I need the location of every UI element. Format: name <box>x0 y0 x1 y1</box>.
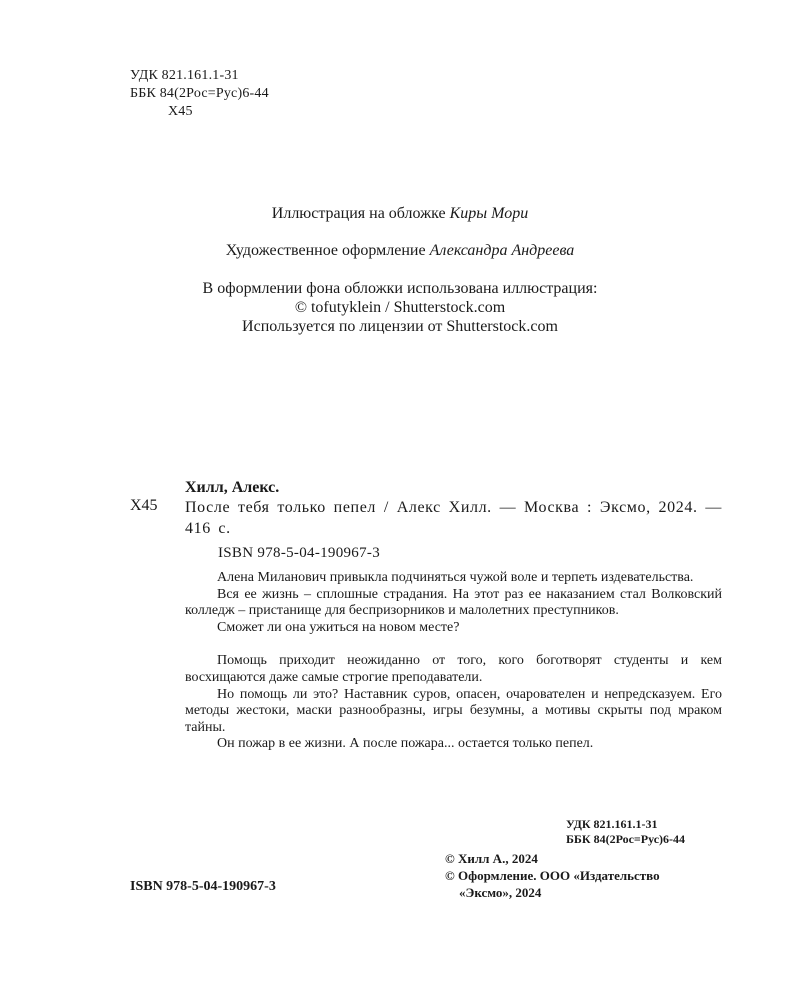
cover-illustrator-name: Киры Мори <box>449 205 529 222</box>
annotation-paragraph: Вся ее жизнь – сплошные страдания. На этот раз ее наказанием стал Волковский колледж – пристанище для беспризорников и малолетних преступников. <box>185 586 722 619</box>
annotation-paragraph: Но помощь ли это? Наставник суров, опасен, очарователен и непредсказуем. Его методы жестоки, маски разнообразны, игры безумны, а мотивы скрыты под мраком тайны. <box>185 686 722 735</box>
copyright-design-line1: © Оформление. ООО «Издательство <box>445 868 660 883</box>
footer-isbn: ISBN 978-5-04-190967-3 <box>130 879 276 894</box>
annotation-paragraph: Помощь приходит неожиданно от того, кого боготворят студенты и кем восхищаются даже самые строгие преподаватели. <box>185 653 722 685</box>
background-credit-line1: В оформлении фона обложки использована иллюстрация: <box>202 280 598 297</box>
background-credit-line2: © tofutyklein / Shutterstock.com <box>294 299 506 316</box>
design-prefix: Художественное оформление <box>225 242 426 259</box>
background-credit <box>0 279 800 336</box>
footer-bbk: ББК 84(2Рос=Рус)6-44 <box>566 832 686 846</box>
copyright-block <box>445 850 660 901</box>
bbk-code: ББК 84(2Рос=Рус)6-44 <box>130 86 269 101</box>
catalog-author-mark: Х45 <box>130 497 158 514</box>
udk-code: УДК 821.161.1-31 <box>130 68 239 83</box>
annotation-paragraph: Алена Миланович привыкла подчиняться чужой воле и терпеть издевательства. <box>217 570 694 585</box>
footer-udk: УДК 821.161.1-31 <box>566 817 658 831</box>
paragraph-gap <box>185 636 722 653</box>
catalog-author: Хилл, Алекс. <box>185 479 280 496</box>
background-credit-line3: Используется по лицензии от Shutterstock.com <box>242 318 558 335</box>
copyright-design-line2: «Эксмо», 2024 <box>459 885 542 900</box>
footer-classification <box>566 817 685 847</box>
catalog-isbn: ISBN 978-5-04-190967-3 <box>218 545 381 561</box>
copyright-author: © Хилл А., 2024 <box>445 851 538 866</box>
cover-illustration-prefix: Иллюстрация на обложке <box>271 205 446 222</box>
cover-illustration-credit <box>0 205 800 223</box>
annotation <box>185 570 722 753</box>
design-credit <box>0 242 800 260</box>
annotation-paragraph: Сможет ли она ужиться на новом месте? <box>217 619 460 635</box>
classification-block <box>130 67 269 121</box>
annotation-paragraph: Он пожар в ее жизни. А после пожара... остается только пепел. <box>217 736 594 752</box>
catalog-title: После тебя только пепел / Алекс Хилл. — Москва : Эксмо, 2024. — 416 с. <box>185 499 722 537</box>
designer-name: Александра Андреева <box>429 242 575 259</box>
author-mark: Х45 <box>168 104 193 119</box>
